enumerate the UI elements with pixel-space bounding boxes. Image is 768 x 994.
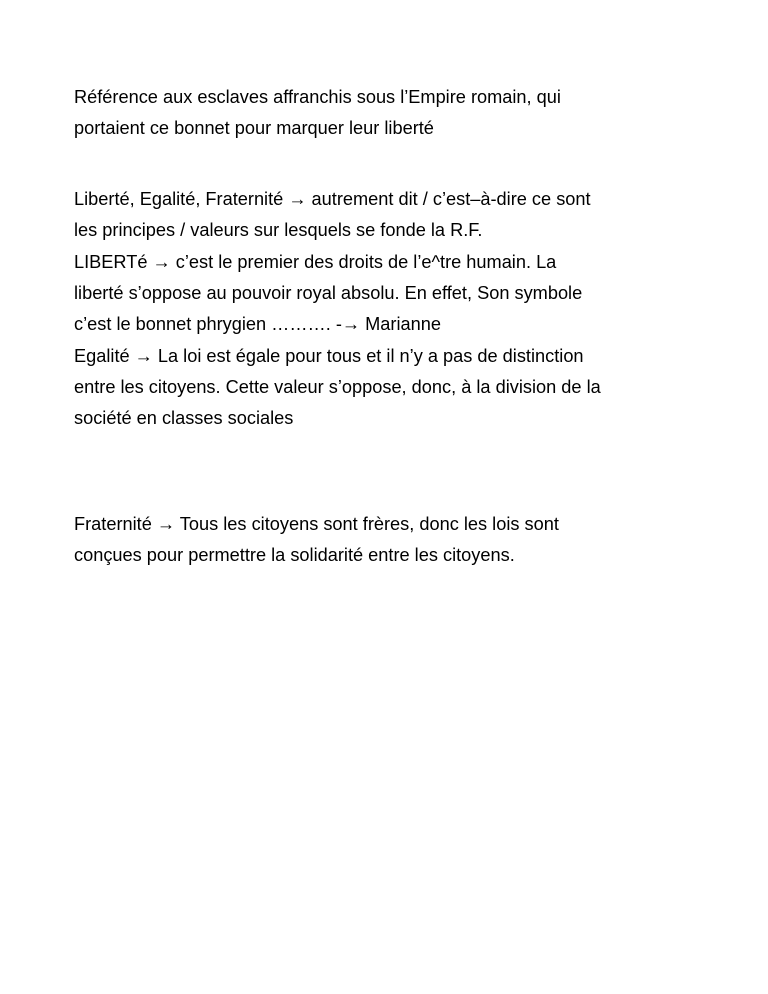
text-line: Liberté, Egalité, Fraternité → autrement dit / c’est–à-dire ce sont — [74, 189, 591, 209]
paragraph-egalite — [74, 341, 714, 434]
text-line: Egalité → La loi est égale pour tous et il n’y a pas de distinction — [74, 346, 584, 366]
text-line: conçues pour permettre la solidarité entre les citoyens. — [74, 545, 515, 565]
text-line: les principes / valeurs sur lesquels se fonde la R.F. — [74, 220, 483, 240]
paragraph-fraternite — [74, 509, 714, 571]
text-line: c’est le bonnet phrygien ………. -→ Marianne — [74, 314, 441, 334]
text-line: entre les citoyens. Cette valeur s’oppose, donc, à la division de la — [74, 377, 601, 397]
text-line: portaient ce bonnet pour marquer leur liberté — [74, 118, 434, 138]
paragraph-liberte — [74, 247, 714, 340]
text-line: Fraternité → Tous les citoyens sont frères, donc les lois sont — [74, 514, 559, 534]
text-line: société en classes sociales — [74, 408, 294, 428]
text-line: LIBERTé → c’est le premier des droits de l’e^tre humain. La — [74, 252, 557, 272]
text-line: liberté s’oppose au pouvoir royal absolu. En effet, Son symbole — [74, 283, 583, 303]
paragraph-devise — [74, 184, 714, 246]
text-line: Référence aux esclaves affranchis sous l’Empire romain, qui — [74, 87, 561, 107]
paragraph-bonnet-reference — [74, 82, 714, 144]
